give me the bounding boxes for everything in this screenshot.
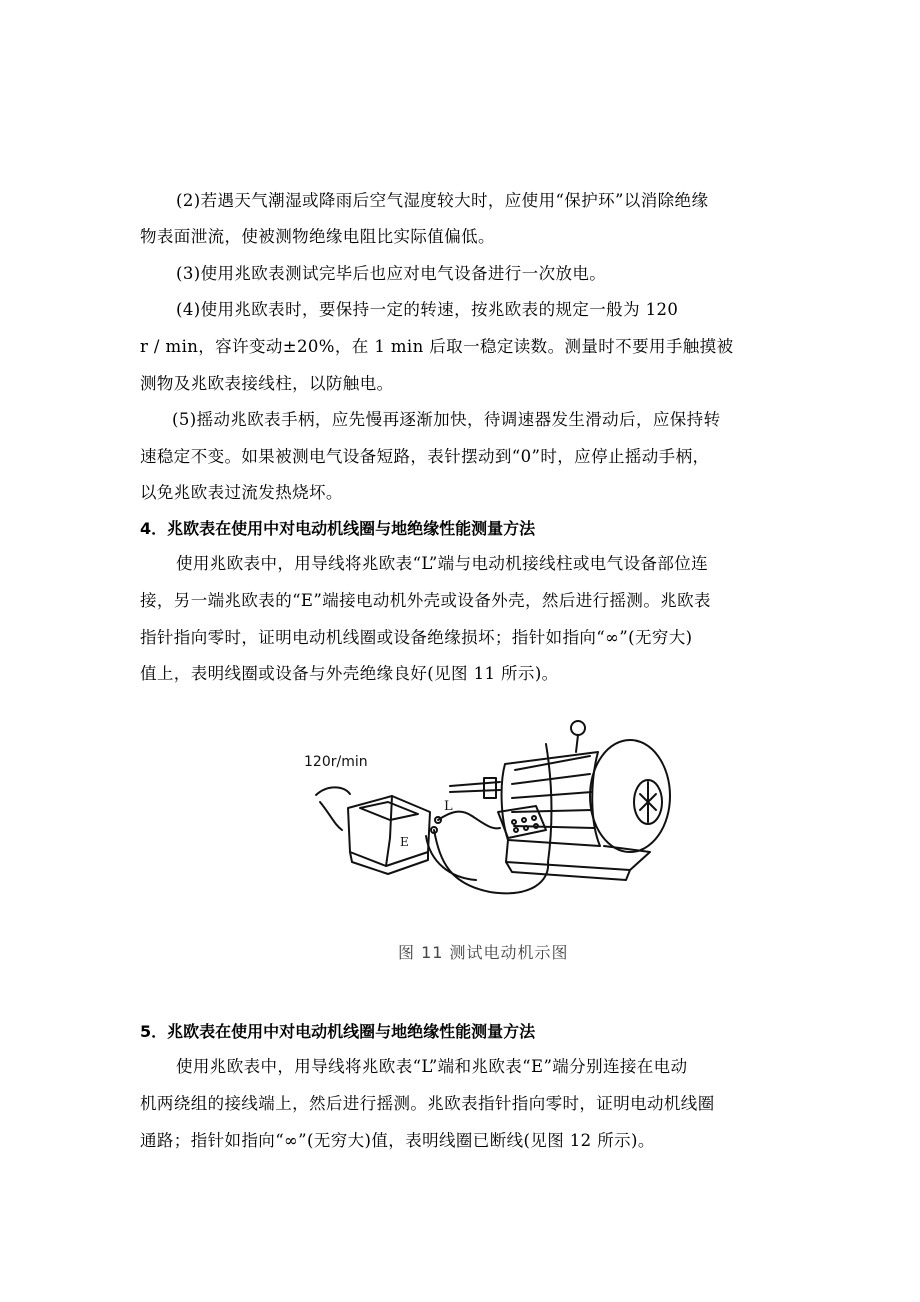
lead-e-inner xyxy=(426,836,476,880)
item5-line-3: 以免兆欧表过流发热烧坏。 xyxy=(140,483,343,502)
speed-label: 120r/min xyxy=(304,754,368,770)
megohmmeter-body xyxy=(348,796,430,866)
motor-shaft xyxy=(450,782,500,792)
crank-handle xyxy=(320,802,342,830)
section5-heading: 5．兆欧表在使用中对电动机线圈与地绝缘性能测量方法 xyxy=(140,1022,536,1041)
item4-line-2: r / min，容许变动±20%，在 1 min 后取一稳定读数。测量时不要用手触摸被 xyxy=(140,337,734,356)
figure-11-motor-test xyxy=(300,712,690,912)
motor-pulley xyxy=(484,778,496,798)
item4-line-1: (4)使用兆欧表时，要保持一定的转速，按兆欧表的规定一般为 120 xyxy=(176,300,679,319)
section5-line-1: 使用兆欧表中，用导线将兆欧表“L”端和兆欧表“E”端分别连接在电动 xyxy=(176,1057,688,1076)
motor-base-foot xyxy=(506,862,630,880)
section4-line-4: 值上，表明线圈或设备与外壳绝缘良好(见图 11 所示)。 xyxy=(140,664,559,683)
motor-fan-slots xyxy=(640,782,656,822)
lead-l xyxy=(438,812,500,829)
terminal-e-label: E xyxy=(400,835,409,849)
lead-housing xyxy=(546,744,552,862)
section4-heading: 4．兆欧表在使用中对电动机线圈与地绝缘性能测量方法 xyxy=(140,519,536,538)
figure-11-caption: 图 11 测试电动机示图 xyxy=(398,943,569,962)
terminal-l-label: L xyxy=(444,799,453,814)
section4-line-1: 使用兆欧表中，用导线将兆欧表“L”端与电动机接线柱或电气设备部位连 xyxy=(176,554,709,573)
motor-lifting-eye xyxy=(571,721,585,735)
motor-test-illustration xyxy=(300,712,690,912)
section5-line-2: 机两绕组的接线端上，然后进行摇测。兆欧表指针指向零时，证明电动机线圈 xyxy=(140,1094,715,1113)
section4-line-3: 指针指向零时，证明电动机线圈或设备绝缘损坏；指针如指向“∞”(无穷大) xyxy=(140,628,693,647)
section4-line-2: 接，另一端兆欧表的“E”端接电动机外壳或设备外壳，然后进行摇测。兆欧表 xyxy=(140,591,711,610)
section5-line-3: 通路；指针如指向“∞”(无穷大)值，表明线圈已断线(见图 12 所示)。 xyxy=(140,1131,655,1150)
item2-line-2: 物表面泄流，使被测物绝缘电阻比实际值偏低。 xyxy=(140,227,495,246)
item2-line-1: (2)若遇天气潮湿或降雨后空气湿度较大时，应使用“保护环”以消除绝缘 xyxy=(176,191,709,210)
item5-line-2: 速稳定不变。如果被测电气设备短路，表针摆动到“0”时，应停止摇动手柄， xyxy=(140,447,710,466)
motor-end-cap xyxy=(590,740,670,852)
item5-line-1: (5)摇动兆欧表手柄，应先慢再逐渐加快，待调速器发生滑动后，应保持转 xyxy=(172,410,721,429)
item4-line-3: 测物及兆欧表接线柱，以防触电。 xyxy=(140,374,394,393)
megohmmeter-edge xyxy=(386,796,392,866)
item3-line-1: (3)使用兆欧表测试完毕后也应对电气设备进行一次放电。 xyxy=(176,264,607,283)
lead-e xyxy=(434,830,548,893)
crank-arrow xyxy=(316,787,350,795)
motor-eye-stem xyxy=(576,735,578,752)
megohmmeter-dial xyxy=(360,802,418,820)
